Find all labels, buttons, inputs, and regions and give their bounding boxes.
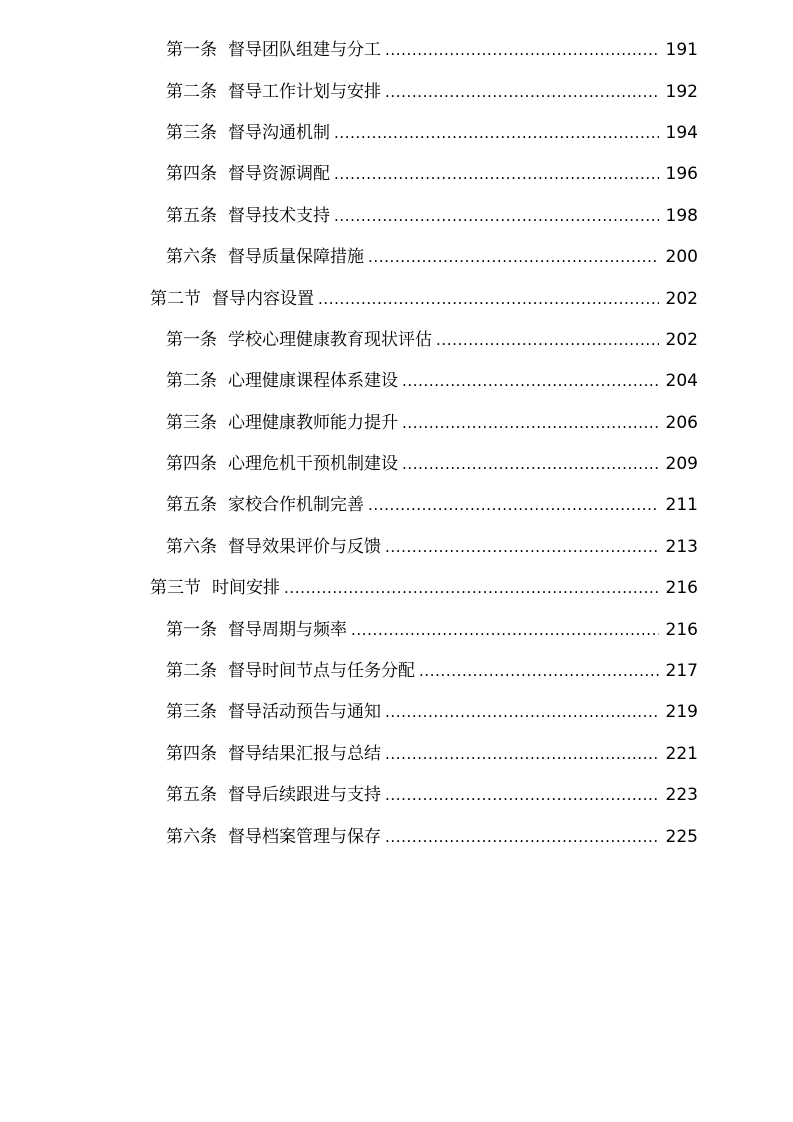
toc-entry-number: 第五条 xyxy=(166,785,217,806)
toc-entry-page: 209 xyxy=(665,454,698,475)
dot-leader xyxy=(351,622,659,639)
dot-leader xyxy=(385,539,659,556)
toc-section-entry[interactable] xyxy=(0,568,793,609)
toc-entry-page: 217 xyxy=(665,661,698,682)
dot-leader xyxy=(402,373,659,390)
toc-entry-title: 督导周期与频率 xyxy=(228,619,347,640)
toc-entry-number: 第一条 xyxy=(166,619,217,640)
toc-entry-title: 督导技术支持 xyxy=(228,205,330,226)
toc-entry-number: 第二节 xyxy=(150,288,201,309)
toc-entry-title: 督导效果评价与反馈 xyxy=(228,536,381,557)
toc-entry-number: 第三条 xyxy=(166,702,217,723)
dot-leader xyxy=(368,497,659,514)
toc-entry-title: 督导活动预告与通知 xyxy=(228,702,381,723)
toc-entry-number: 第四条 xyxy=(166,743,217,764)
toc-entry-title: 督导沟通机制 xyxy=(228,122,330,143)
table-of-contents xyxy=(0,30,793,858)
toc-entry[interactable] xyxy=(0,154,793,195)
toc-entry-number: 第六条 xyxy=(166,826,217,847)
toc-entry-page: 206 xyxy=(665,412,698,433)
toc-entry[interactable] xyxy=(0,692,793,733)
toc-entry-number: 第二条 xyxy=(166,81,217,102)
toc-entry-title: 督导档案管理与保存 xyxy=(228,826,381,847)
toc-entry[interactable] xyxy=(0,361,793,402)
toc-entry-title: 时间安排 xyxy=(212,578,280,599)
dot-leader xyxy=(318,291,659,308)
toc-entry-page: 196 xyxy=(665,164,698,185)
toc-entry-page: 211 xyxy=(665,495,698,516)
toc-entry-number: 第五条 xyxy=(166,205,217,226)
toc-entry[interactable] xyxy=(0,320,793,361)
toc-entry-title: 督导团队组建与分工 xyxy=(228,40,381,61)
dot-leader xyxy=(368,249,659,266)
toc-entry-number: 第三条 xyxy=(166,412,217,433)
toc-entry[interactable] xyxy=(0,816,793,857)
dot-leader xyxy=(284,580,659,597)
dot-leader xyxy=(419,663,659,680)
dot-leader xyxy=(385,746,659,763)
toc-entry-page: 200 xyxy=(665,247,698,268)
toc-entry-title: 督导时间节点与任务分配 xyxy=(228,661,415,682)
dot-leader xyxy=(385,84,659,101)
toc-entry[interactable] xyxy=(0,403,793,444)
toc-entry[interactable] xyxy=(0,237,793,278)
toc-entry-title: 督导后续跟进与支持 xyxy=(228,785,381,806)
toc-entry[interactable] xyxy=(0,651,793,692)
toc-entry[interactable] xyxy=(0,527,793,568)
toc-entry-page: 202 xyxy=(665,329,698,350)
toc-entry-title: 督导工作计划与安排 xyxy=(228,81,381,102)
toc-entry[interactable] xyxy=(0,444,793,485)
toc-entry-number: 第二条 xyxy=(166,661,217,682)
toc-entry[interactable] xyxy=(0,609,793,650)
toc-entry-title: 督导资源调配 xyxy=(228,164,330,185)
toc-entry[interactable] xyxy=(0,196,793,237)
toc-entry-number: 第三条 xyxy=(166,122,217,143)
dot-leader xyxy=(402,415,659,432)
toc-entry-title: 学校心理健康教育现状评估 xyxy=(228,329,432,350)
toc-entry-page: 216 xyxy=(665,578,698,599)
toc-entry-page: 221 xyxy=(665,743,698,764)
toc-entry-number: 第六条 xyxy=(166,536,217,557)
toc-entry-number: 第六条 xyxy=(166,247,217,268)
dot-leader xyxy=(334,125,659,142)
dot-leader xyxy=(385,829,659,846)
toc-entry[interactable] xyxy=(0,113,793,154)
toc-entry-number: 第五条 xyxy=(166,495,217,516)
toc-section-entry[interactable] xyxy=(0,278,793,319)
dot-leader xyxy=(334,208,659,225)
toc-entry-number: 第四条 xyxy=(166,164,217,185)
toc-entry-number: 第四条 xyxy=(166,454,217,475)
toc-entry-title: 督导结果汇报与总结 xyxy=(228,743,381,764)
toc-entry-page: 191 xyxy=(665,40,698,61)
toc-entry-page: 198 xyxy=(665,205,698,226)
toc-entry-page: 223 xyxy=(665,785,698,806)
toc-entry-title: 心理健康课程体系建设 xyxy=(228,371,398,392)
toc-entry[interactable] xyxy=(0,30,793,71)
toc-entry[interactable] xyxy=(0,71,793,112)
toc-entry-page: 202 xyxy=(665,288,698,309)
toc-entry-page: 192 xyxy=(665,81,698,102)
toc-entry-number: 第二条 xyxy=(166,371,217,392)
toc-entry-page: 225 xyxy=(665,826,698,847)
dot-leader xyxy=(334,166,659,183)
toc-entry-title: 心理危机干预机制建设 xyxy=(228,454,398,475)
dot-leader xyxy=(402,456,659,473)
dot-leader xyxy=(385,787,659,804)
toc-entry-title: 家校合作机制完善 xyxy=(228,495,364,516)
toc-entry-title: 心理健康教师能力提升 xyxy=(228,412,398,433)
toc-entry-title: 督导质量保障措施 xyxy=(228,247,364,268)
toc-entry-page: 204 xyxy=(665,371,698,392)
toc-entry-title: 督导内容设置 xyxy=(212,288,314,309)
toc-entry-page: 219 xyxy=(665,702,698,723)
toc-entry[interactable] xyxy=(0,485,793,526)
dot-leader xyxy=(436,332,659,349)
toc-entry-page: 213 xyxy=(665,536,698,557)
toc-entry[interactable] xyxy=(0,734,793,775)
toc-entry-page: 194 xyxy=(665,122,698,143)
toc-entry-page: 216 xyxy=(665,619,698,640)
toc-entry-number: 第三节 xyxy=(150,578,201,599)
toc-entry-number: 第一条 xyxy=(166,329,217,350)
toc-entry-number: 第一条 xyxy=(166,40,217,61)
dot-leader xyxy=(385,42,659,59)
dot-leader xyxy=(385,704,659,721)
toc-entry[interactable] xyxy=(0,775,793,816)
